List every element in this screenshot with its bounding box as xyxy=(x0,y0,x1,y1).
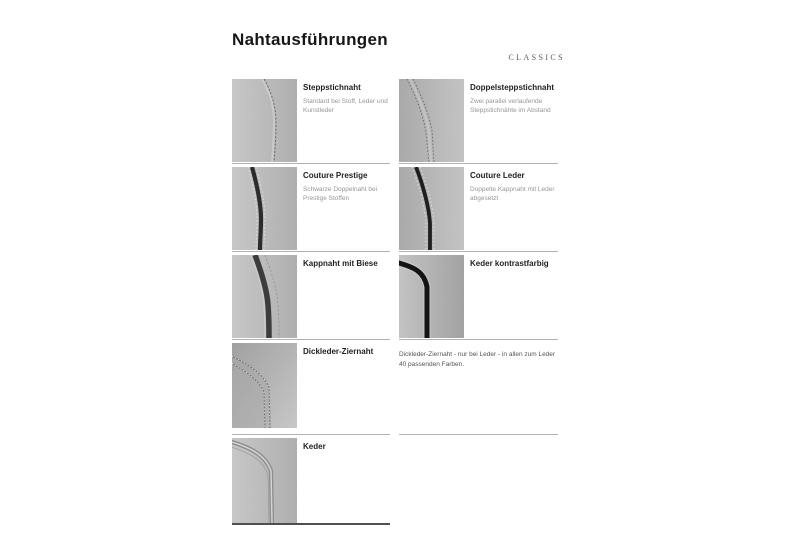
seam-title: Kappnaht mit Biese xyxy=(303,259,378,268)
seam-title: Steppstichnaht xyxy=(303,83,361,92)
kappnaht-mit-biese-image xyxy=(232,255,297,338)
steppstichnaht-image xyxy=(232,79,297,162)
seam-card-dickleder-ziernaht xyxy=(232,343,390,435)
seam-card-steppstichnaht xyxy=(232,79,390,164)
seam-title: Keder kontrastfarbig xyxy=(470,259,549,268)
keder-kontrastfarbig-image xyxy=(399,255,464,338)
seam-card-doppelsteppstichnaht xyxy=(399,79,558,164)
seam-grid xyxy=(232,79,558,525)
seam-title: Keder xyxy=(303,442,326,451)
seam-title: Doppelsteppstichnaht xyxy=(470,83,555,92)
seam-description: Zwei parallel verlaufende Steppstichnähte im Abstand xyxy=(470,97,551,115)
seam-card-keder xyxy=(232,438,390,525)
grid-spacer xyxy=(399,438,558,523)
seam-card-couture-leder xyxy=(399,167,558,252)
dickleder-ziernaht-image xyxy=(232,343,297,428)
seam-title: Dickleder-Ziernaht xyxy=(303,347,374,356)
note-cell xyxy=(399,343,558,435)
page-title: Nahtausführungen xyxy=(232,30,388,49)
seam-card-kappnaht-mit-biese xyxy=(232,255,390,340)
couture-prestige-image xyxy=(232,167,297,250)
seam-description: Doppelte Kappnaht mit Leder abgesetzt xyxy=(470,185,555,203)
seam-description: Standard bei Stoff, Leder und Kunstleder xyxy=(303,97,388,115)
dickleder-note: Dickleder-Ziernaht - nur bei Leder - in allen zum Leder 40 passenden Farben. xyxy=(399,351,556,369)
seam-title: Couture Prestige xyxy=(303,171,368,180)
seam-description: Schwarze Doppelnaht bei Prestige Stoffen xyxy=(303,185,378,203)
seam-card-couture-prestige xyxy=(232,167,390,252)
seam-title: Couture Leder xyxy=(470,171,525,180)
keder-image xyxy=(232,438,297,523)
seam-card-keder-kontrastfarbig xyxy=(399,255,558,340)
collection-label: CLASSICS xyxy=(508,53,565,62)
doppelsteppstichnaht-image xyxy=(399,79,464,162)
couture-leder-image xyxy=(399,167,464,250)
